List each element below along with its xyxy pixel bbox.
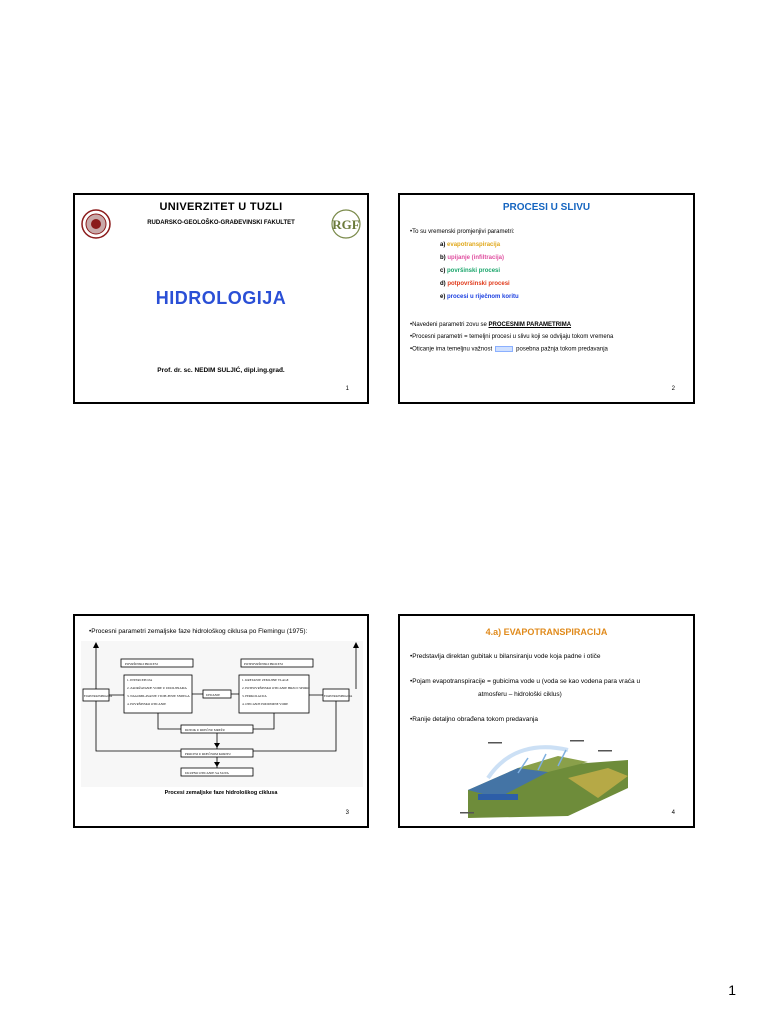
document-page-number: 1 [728, 982, 736, 998]
slide-4 [398, 614, 695, 828]
bullet-gubitak: •Predstavlja direktan gubitak u bilansiranju vode koja padne i otiče [410, 653, 601, 660]
bullet-pojam-line2: atmosferu – hidrološki ciklus) [478, 691, 562, 698]
svg-text:POVRŠINSKI PROCESI: POVRŠINSKI PROCESI [125, 662, 158, 666]
water-cycle-illustration [458, 738, 630, 820]
slide-title: HIDROLOGIJA [155, 288, 287, 308]
university-name: UNIVERZITET U TUZLI [159, 201, 283, 213]
bullet-procesni-parametri: •Navedeni parametri zovu se PROCESNIM PARAMETRIMA [410, 322, 572, 328]
svg-text:DOTOK U RIJEČNU MREŽU: DOTOK U RIJEČNU MREŽU [185, 728, 226, 732]
svg-text:4. POVRŠINSKO OTICANJE: 4. POVRŠINSKO OTICANJE [127, 702, 167, 706]
svg-text:PROCESI U RIJEČNOM KORITU: PROCESI U RIJEČNOM KORITU [185, 752, 231, 756]
slide-2 [398, 193, 695, 404]
bullet-ranije: •Ranije detaljno obrađena tokom predavanja [410, 716, 539, 723]
item-e: e) procesi u riječnom koritu [440, 294, 519, 300]
item-c: c) površinski procesi [440, 268, 501, 274]
hydrological-process-diagram [81, 641, 363, 787]
slide-page-number: 1 [345, 386, 349, 392]
svg-text:POTPOVRŠINSKI PROCESI: POTPOVRŠINSKI PROCESI [244, 662, 283, 666]
slide-1 [73, 193, 369, 404]
svg-text:3. NAGOMILAVANJE I TOPLJENJE: 3. NAGOMILAVANJE I TOPLJENJE SNIJEGA [127, 694, 190, 698]
svg-text:EVAPOTRANSPIRACIJA: EVAPOTRANSPIRACIJA [84, 695, 113, 698]
slide-page-number: 3 [345, 810, 349, 816]
svg-text:4. OTICANJE PODZEMNE VODE: 4. OTICANJE PODZEMNE VODE [242, 702, 289, 706]
professor-name: Prof. dr. sc. NEDIM SULJIĆ, dipl.ing.građ. [157, 367, 285, 374]
svg-text:1. INTERCEPCIJA: 1. INTERCEPCIJA [127, 678, 153, 682]
svg-text:UPIJANJE: UPIJANJE [206, 693, 221, 697]
slide-caption: •Procesni parametri zemaljske faze hidrološkog ciklusa po Flemingu (1975): [89, 628, 308, 635]
svg-text:RGF: RGF [332, 217, 360, 232]
svg-text:2. ZADRŽAVANJE VODE U UDOLJIN: 2. ZADRŽAVANJE VODE U UDOLJINAMA [127, 686, 187, 690]
svg-text:UKUPNO OTICANJE SA SLIVA: UKUPNO OTICANJE SA SLIVA [185, 771, 229, 775]
diagram-caption: Procesi zemaljske faze hidrološkog ciklusa [164, 790, 278, 796]
slide-page-number: 4 [671, 810, 675, 816]
bullet-pojam-line1: •Pojam evapotranspiracije = gubicima vode u (voda se kao vodena para vraća u [410, 678, 641, 685]
faculty-rgf-logo [331, 207, 361, 241]
item-a: a) evapotranspiracija [440, 242, 501, 248]
faculty-name: RUDARSKO-GEOLOŠKO-GRAĐEVINSKI FAKULTET [147, 220, 295, 226]
slide-heading: 4.a) EVAPOTRANSPIRACIJA [485, 627, 608, 637]
slide-3 [73, 614, 369, 828]
svg-text:3. PERKOLACIJA: 3. PERKOLACIJA [242, 694, 267, 698]
slide-heading: PROCESI U SLIVU [502, 202, 591, 213]
university-seal-logo [81, 209, 111, 239]
svg-text:2. POTPOVRŠINSKO OTICANJE BRZ: 2. POTPOVRŠINSKO OTICANJE BRZO I SPORO [242, 686, 310, 690]
svg-text:1. KRETANJE ZEMLJINE VLAGE: 1. KRETANJE ZEMLJINE VLAGE [242, 678, 289, 682]
intro-text: •To su vremenski promjenjivi parametri: [410, 229, 515, 235]
bullet-temeljni-procesi: •Procesni parametri = temeljni procesi u slivu koji se odvijaju tokom vremena [410, 334, 614, 340]
slide-page-number: 2 [671, 386, 675, 392]
item-b: b) upijanje (infiltracija) [440, 255, 505, 261]
svg-text:EVAPOTRANSPIRACIJA: EVAPOTRANSPIRACIJA [324, 695, 353, 698]
arrow-icon [495, 346, 513, 352]
item-d: d) potpovršinski procesi [440, 281, 510, 287]
bullet-oticanje: •Oticanje ima temeljnu važnost posebna pažnja tokom predavanja [410, 346, 608, 353]
